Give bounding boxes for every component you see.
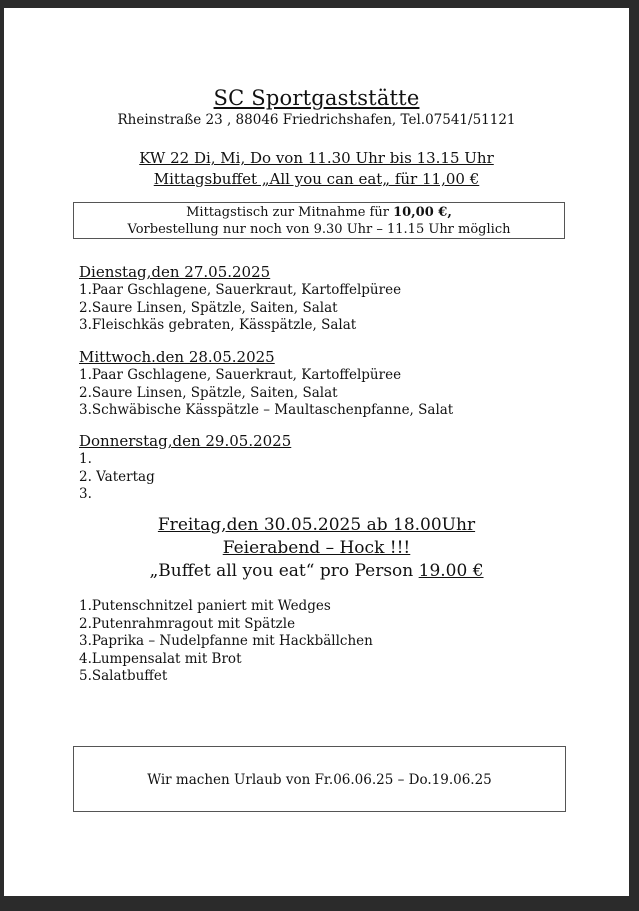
day-wednesday: [79, 347, 453, 420]
day-title: Mittwoch.den 28.05.2025: [79, 348, 275, 366]
opening-hours: [4, 148, 629, 190]
menu-item: 1.Paar Gschlagene, Sauerkraut, Kartoffelpüree: [79, 282, 402, 298]
menu-page: [4, 8, 629, 896]
takeaway-line-1: [74, 204, 564, 221]
takeaway-line-2: Vorbestellung nur noch von 9.30 Uhr – 11.15 Uhr möglich: [127, 222, 511, 237]
day-title: Donnerstag,den 29.05.2025: [79, 432, 292, 450]
takeaway-price: 10,00 €,: [393, 205, 452, 220]
friday-date: Freitag,den 30.05.2025 ab 18.00Uhr: [157, 515, 476, 535]
buffet-list: [79, 598, 373, 686]
page-title: SC Sportgaststätte: [213, 86, 420, 110]
friday-price-line: [4, 560, 629, 583]
day-tuesday: [79, 262, 401, 335]
buffet-item: 4.Lumpensalat mit Brot: [79, 650, 242, 667]
menu-item: 1.: [79, 451, 92, 467]
menu-item: 2.Saure Linsen, Spätzle, Saiten, Salat: [79, 299, 338, 316]
address-line: Rheinstraße 23 , 88046 Friedrichshafen, Tel.07541/51121: [117, 112, 516, 128]
buffet-item: 2.Putenrahmragout mit Spätzle: [79, 615, 296, 632]
friday-event-name: Feierabend – Hock !!!: [222, 538, 411, 558]
buffet-line: Mittagsbuffet „All you can eat„ für 11,00 €: [153, 170, 480, 188]
day-thursday: [79, 431, 291, 504]
friday-price-text: „Buffet all you eat“ pro Person: [149, 561, 419, 581]
menu-item: 3.Schwäbische Kässpätzle – Maultaschenpfanne, Salat: [79, 402, 454, 418]
vacation-notice: Wir machen Urlaub von Fr.06.06.25 – Do.19.06.25: [73, 746, 566, 812]
buffet-item: 3.Paprika – Nudelpfanne mit Hackbällchen: [79, 633, 373, 649]
menu-item: 3.Fleischkäs gebraten, Kässpätzle, Salat: [79, 317, 357, 333]
day-title: Dienstag,den 27.05.2025: [79, 263, 271, 281]
menu-item: 1.Paar Gschlagene, Sauerkraut, Kartoffelpüree: [79, 367, 402, 383]
buffet-item: 5.Salatbuffet: [79, 668, 168, 684]
buffet-item: 1.Putenschnitzel paniert mit Wedges: [79, 598, 331, 614]
takeaway-box: [73, 202, 565, 239]
friday-price: 19.00 €: [418, 561, 484, 581]
menu-item: 3.: [79, 486, 92, 502]
menu-item: 2.Saure Linsen, Spätzle, Saiten, Salat: [79, 384, 338, 401]
takeaway-text: Mittagstisch zur Mitnahme für: [186, 205, 394, 220]
kw-line: KW 22 Di, Mi, Do von 11.30 Uhr bis 13.15 Uhr: [139, 149, 494, 167]
menu-item: 2. Vatertag: [79, 468, 155, 485]
friday-event: [4, 514, 629, 583]
